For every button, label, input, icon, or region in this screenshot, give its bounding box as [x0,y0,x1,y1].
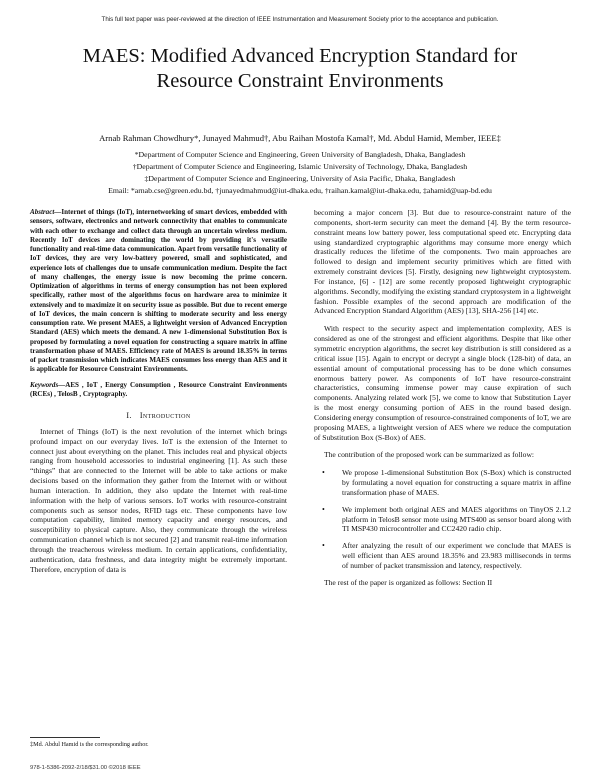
bullet-icon: • [322,504,325,514]
section-heading-introduction [30,411,287,421]
abstract [30,208,287,375]
abstract-lead: Abstract— [30,208,62,216]
section-title: Introduction [139,411,191,420]
right-column [314,208,571,588]
footnote: ‡Md. Abdul Hamid is the corresponding author. [30,741,149,748]
title-line-2: Resource Constraint Environments [156,70,444,92]
footnote-divider [30,737,100,738]
copyright-footer: 978-1-5386-2092-2/18/$31.00 ©2018 IEEE [30,765,141,771]
author-list: Arnab Rahman Chowdhury*, Junayed Mahmud†, Abu Raihan Mostofa Kamal†, Md. Abdul Hamid, Member, IEEE‡ [99,133,501,143]
keywords-lead: Keywords— [30,380,66,389]
affiliation-1: *Department of Computer Science and Engineering, Green University of Bangladesh, Dhaka, Bangladesh [134,150,466,159]
title-line-1: MAES: Modified Advanced Encryption Standard for [82,45,518,67]
paper-title [20,44,580,94]
list-item: • We implement both original AES and MAES algorithms on TinyOS 2.1.2 platform in TelosB sensor mote using MTS400 as sensor board along with TI MSP430 microcontroller and CC2420 radio chip. [322,504,571,534]
paragraph-organization: The rest of the paper is organized as follows: Section II [324,577,493,587]
section-number: I. [126,411,132,420]
keywords [30,381,287,400]
paragraph-aes-security: With respect to the security aspect and implementation complexity, AES is considered as one of the strongest and efficient algorithms. Despite that like other symmetric encryption algorithms, the secret key distribution is still considered as a critical issue [15]. Again to encrypt or decrypt a single block (128-bit) of data, an essential amount of computational processing has to be done which consumes enormous battery power. As components of IoT have resource-constraint characteristics, consuming immense power may cause expiration of such components. Analyzing related work [5], we come to know that Substitution Layer is the most energy consuming portion of AES in the round based design. Considering energy consumption of resource-constrained components of IoT, we are proposing MAES, a lightweight version of AES where we reduce the computation of Substitution Box (S-Box) of AES. [314,324,571,442]
abstract-text: Internet of things (IoT), internetworking of smart devices, embedded with sensors, software, electronics and network connectivity that enables to communicate with each other to exchange and collect data through an uncertain wireless medium. Recently IoT devices are dominating the world by providing it's versatile functionality and real-time data communication. Apart from versatile functionality of IoT devices, they are very low-battery powered, small and sophisticated, and experience lots of challenges due to unsafe communication medium. Despite the fact of many challenges, the energy issue is now becoming the prime concern. Optimization of algorithms in terms of energy consumption has not been explored specifically, rather most of the algorithms focus on hardware area to minimize it extensively and to maximize it on security issue as possible. But due to recent emerge of IoT devices, the main concern is shifting to moderate security and less energy consumption rate. We present MAES, a lightweight version of Advanced Encryption Standard (AES) which meets the demand. A new 1-dimensional Substitution Box is proposed by formulating a novel equation for constructing a square matrix in affine transformation phase of MAES. Efficiency rate of MAES is around 18.35% in terms of packet transmission which indicates MAES consumes less energy than AES and it is applicable for Resource Constraint Environments. [30,208,287,374]
paragraph-contribution-intro: The contribution of the proposed work can be summarized as follow: [324,450,535,460]
list-item: • After analyzing the result of our experiment we conclude that MAES is well efficient than AES around 18.35% and 23.983 milliseconds in terms of number of packet transmission and latency, respectively. [322,541,571,570]
affiliation-3: ‡Department of Computer Science and Engineering, University of Asia Pacific, Dhaka, Bangladesh [144,174,456,183]
affiliation-2: †Department of Computer Science and Engineering, Islamic University of Technology, Dhaka, Bangladesh [132,162,468,171]
peer-review-note: This full text paper was peer-reviewed at the direction of IEEE Instrumentation and Measurement Society prior to the acceptance and publication. [101,16,499,23]
author-emails: Email: *arnab.cse@green.edu.bd, †junayedmahmud@iut-dhaka.edu, †raihan.kamal@iut-dhaka.edu, ‡ahamid@uap-bd.edu [108,186,492,195]
bullet-icon: • [322,468,325,478]
paragraph-continued: becoming a major concern [3]. But due to resource-constraint nature of the components, short-term security can meet the demand [4]. By the term resource-constraint means low battery power, less computational speed etc. Encrypting data using standardized cryptographic algorithms may consume more energy which drastically reduces the lifetime of the components. Two main approaches are followed to design and implement security primitives which are fitted with extremely constraint devices [5]. Firstly, designing new lightweight cryptosystem. For instance, [6] - [12] are some recently proposed lightweight cryptographic algorithms. Secondly, modifying the existing standard cryptosystem in a lightweight fashion. Possible examples of the second approach are modification of the Advanced Encryption Standard Algorithm (AES) [13], SHA-256 [14] etc. [314,208,571,316]
keywords-text: AES , IoT , Energy Consumption , Resource Constraint Environments (RCEs) , TelosB , Cryptography. [30,380,287,398]
list-item: • We propose 1-dimensional Substitution Box (S-Box) which is constructed by formulating a novel equation for constructing a square matrix in affine transformation phase of MAES. [322,468,571,497]
intro-paragraph: Internet of Things (IoT) is the next revolution of the internet which brings profound impact on our everyday lives. IoT is the extension of the Internet to connect just about everything on the planet. This includes real and physical objects ranging from household accessories to industrial engineering [1]. As such these “things” that are connected to the Internet will be able to take actions or make decisions based on the information they gather from the Internet with or without human interaction. In addition, they also update the Internet with real-time information with the help of various sensors. IoT works with resource-constraint components such as sensor nodes, RFID tags etc. These components have low computation capability, limited memory capacity and energy resources, and susceptibility to physical capture. Also, they communicate through the wireless communication channel which is not secured [2] and transmit real-time information through the treacherous wireless medium. In certain applications, confidentiality, authentication, data freshness, and data integrity might be extremely important. Therefore, encryption of data is [30,426,287,574]
left-column [30,208,287,575]
bullet-icon: • [322,541,325,551]
contribution-list [314,468,571,571]
